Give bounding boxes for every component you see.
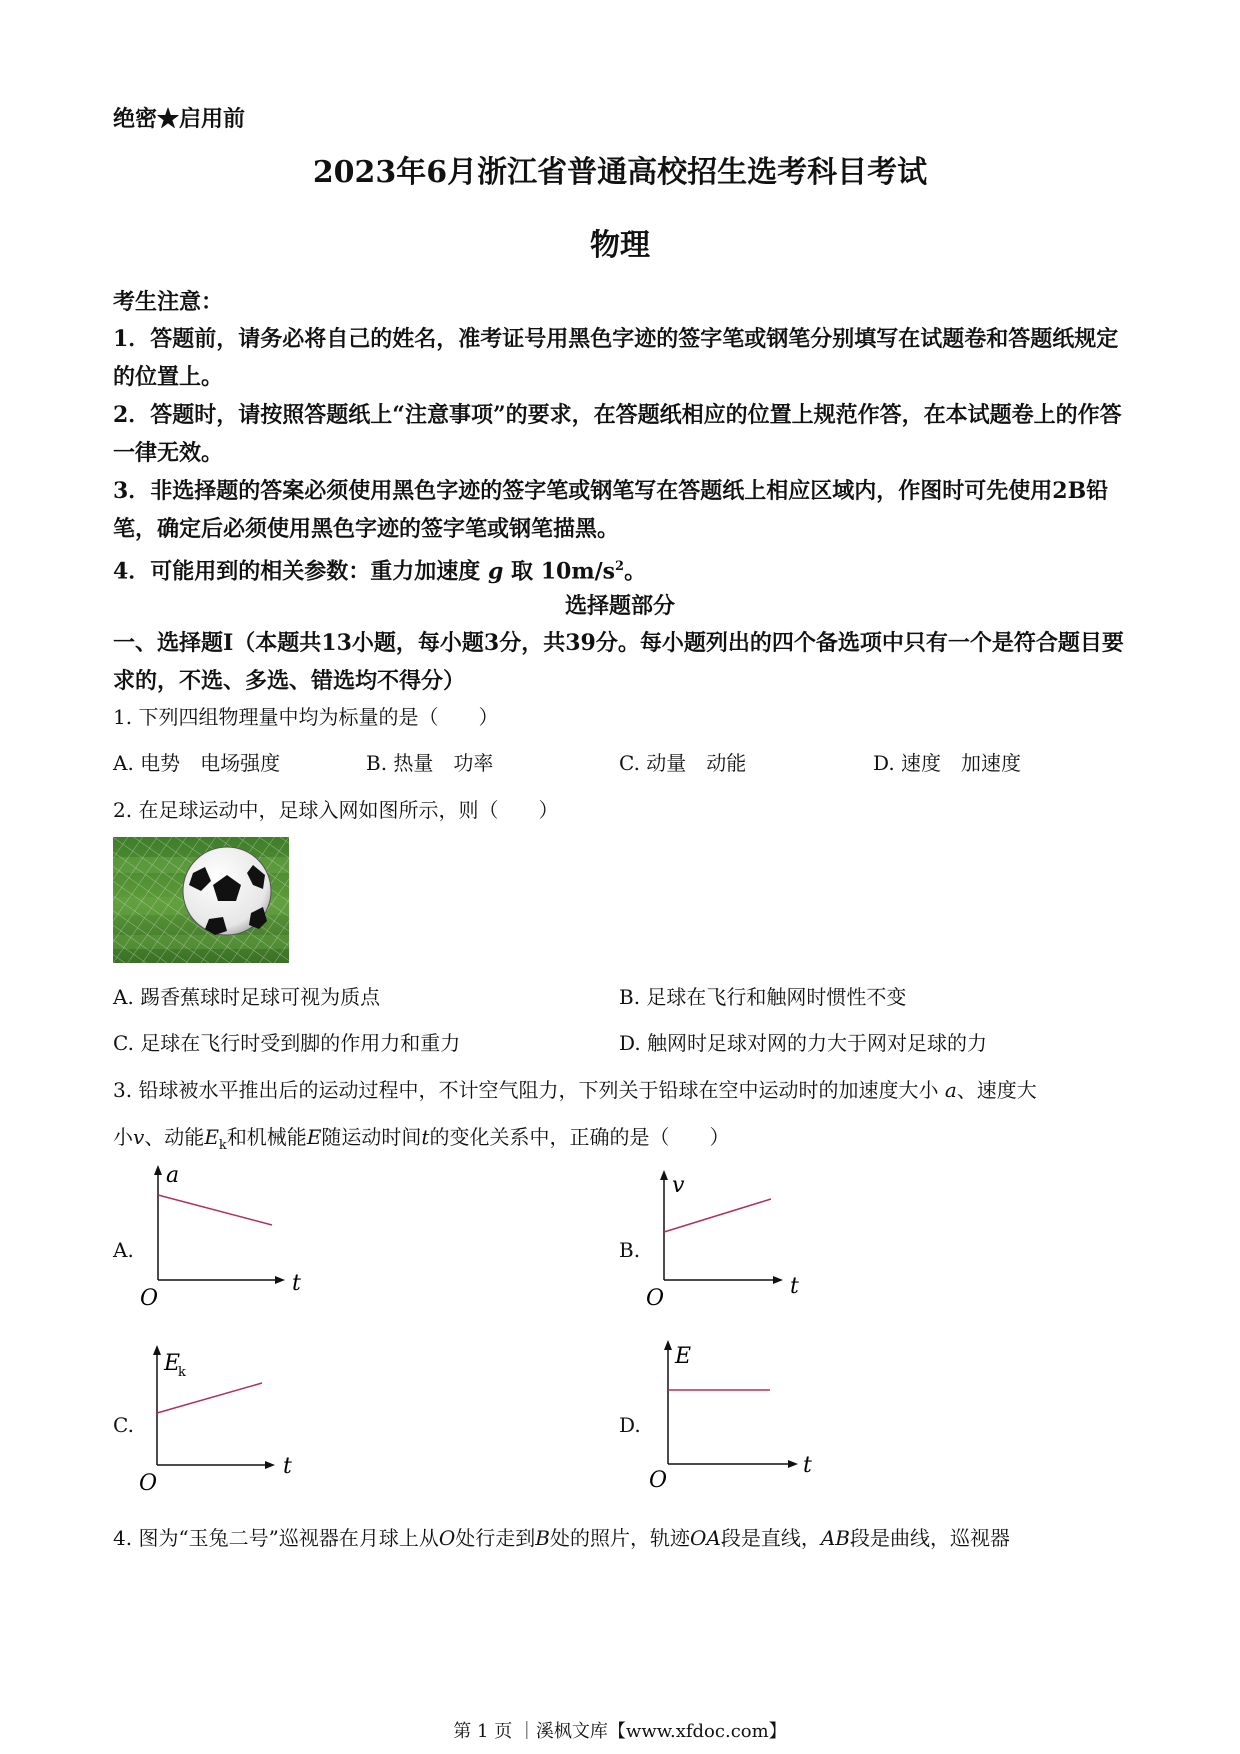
x-axis-arrow bbox=[773, 1276, 783, 1284]
q2-option-a: A. 踢香蕉球时足球可视为质点 bbox=[113, 985, 381, 1009]
q3-line2-v: v bbox=[133, 1125, 145, 1149]
graph-line bbox=[157, 1383, 262, 1413]
origin-label: O bbox=[646, 1286, 665, 1310]
q3-line2-c: 和机械能 bbox=[226, 1125, 307, 1149]
q3-option-d-label: D. bbox=[619, 1413, 641, 1437]
q3-line2-t: t bbox=[421, 1125, 430, 1149]
q3-line1 bbox=[113, 1075, 1037, 1105]
part-title: 选择题部分 bbox=[564, 593, 675, 619]
q3-line2-d: 随运动时间 bbox=[321, 1125, 422, 1149]
q3-line1-end: 、速度大 bbox=[956, 1078, 1037, 1102]
q1-option-b: B. 热量 功率 bbox=[366, 751, 494, 775]
q4-ab: AB bbox=[820, 1526, 850, 1550]
x-axis-arrow bbox=[265, 1461, 275, 1469]
q3-option-a-label: A. bbox=[113, 1238, 134, 1262]
q4-d: 段是直线， bbox=[720, 1526, 821, 1550]
notice-item-4-prefix: 4．可能用到的相关参数：重力加速度 bbox=[113, 558, 481, 585]
y-label-sub: k bbox=[178, 1365, 186, 1380]
q3-line1-text: 3. 铅球被水平推出后的运动过程中，不计空气阻力，下列关于铅球在空中运动时的加速度大小 bbox=[113, 1078, 939, 1102]
origin-label: O bbox=[139, 1471, 158, 1495]
origin-label: O bbox=[649, 1468, 668, 1493]
q2-stem: 2. 在足球运动中，足球入网如图所示，则（ ） bbox=[113, 798, 559, 822]
q3-line2-e-var: E bbox=[306, 1125, 322, 1149]
q1-option-d: D. 速度 加速度 bbox=[873, 751, 1022, 775]
y-label: a bbox=[166, 1163, 180, 1188]
q4-c: 处的照片，轨迹 bbox=[550, 1526, 690, 1550]
q3-graph-a bbox=[130, 1160, 310, 1310]
notice-item-4-end: 。 bbox=[624, 558, 647, 585]
q3-graph-c bbox=[130, 1340, 310, 1495]
notice-item-4 bbox=[113, 548, 646, 590]
q3-line1-a: a bbox=[944, 1078, 957, 1102]
q2-option-c: C. 足球在飞行时受到脚的作用力和重力 bbox=[113, 1031, 461, 1055]
page-footer: 第 1 页 ｜溪枫文库【www.xfdoc.com】 bbox=[453, 1721, 787, 1742]
y-axis-arrow bbox=[664, 1340, 672, 1350]
notice-item-3: 3．非选择题的答案必须使用黑色字迹的签字笔或钢笔写在答题纸上相应区域内，作图时可先使用2B铅笔，确定后必须使用黑色字迹的签字笔或钢笔描黑。 bbox=[113, 478, 1109, 542]
y-axis-arrow bbox=[154, 1165, 162, 1175]
q3-graph-b bbox=[636, 1165, 816, 1310]
graph-line bbox=[664, 1199, 771, 1232]
q3-line2-b: 、动能 bbox=[144, 1125, 205, 1149]
notice-item-4-sup: 2 bbox=[615, 559, 625, 574]
q3-line2-e: 的变化关系中，正确的是（ ） bbox=[429, 1125, 730, 1149]
x-label: t bbox=[803, 1453, 812, 1478]
football-photo bbox=[113, 837, 289, 963]
y-axis-arrow bbox=[153, 1345, 161, 1355]
q4-e: 段是曲线，巡视器 bbox=[849, 1526, 1010, 1550]
q3-line2-ek: E bbox=[204, 1125, 219, 1149]
q2-option-b: B. 足球在飞行和触网时惯性不变 bbox=[619, 985, 907, 1009]
notice-item-2: 2．答题时，请按照答题纸上“注意事项”的要求，在答题纸相应的位置上规范作答，在本试题卷上的作答一律无效。 bbox=[113, 402, 1122, 466]
football-icon bbox=[183, 847, 271, 935]
notice-item-4-mid: 取 10m/s bbox=[511, 558, 616, 585]
subject-title: 物理 bbox=[590, 228, 650, 263]
y-label: E bbox=[164, 1351, 181, 1376]
q4-bb: B bbox=[535, 1526, 550, 1550]
y-label: E bbox=[675, 1344, 692, 1369]
q3-line2-a: 小 bbox=[113, 1125, 133, 1149]
graph-line bbox=[158, 1195, 272, 1225]
notice-heading: 考生注意： bbox=[113, 289, 224, 315]
notice-item-4-g: g bbox=[487, 558, 504, 585]
x-axis-arrow bbox=[788, 1460, 798, 1468]
q4-a: 4. 图为“玉兔二号”巡视器在月球上从 bbox=[113, 1526, 439, 1550]
section-title: 一、选择题Ⅰ（本题共13小题，每小题3分，共39分。每小题列出的四个备选项中只有一个是符合题目要求的，不选、多选、错选均不得分） bbox=[113, 630, 1124, 694]
q3-graph-d bbox=[641, 1335, 821, 1495]
x-label: t bbox=[292, 1271, 301, 1296]
x-label: t bbox=[283, 1454, 292, 1479]
q2-option-d: D. 触网时足球对网的力大于网对足球的力 bbox=[619, 1031, 988, 1055]
q3-line2-ek-sub: k bbox=[218, 1138, 227, 1153]
q3-line2 bbox=[113, 1122, 729, 1161]
q4-o: O bbox=[438, 1526, 456, 1550]
y-axis-arrow bbox=[660, 1170, 668, 1180]
origin-label: O bbox=[140, 1286, 159, 1310]
notice-item-1: 1．答题前，请务必将自己的姓名，准考证号用黑色字迹的签字笔或钢笔分别填写在试题卷和答题纸规定的位置上。 bbox=[113, 326, 1119, 390]
q4-b: 处行走到 bbox=[455, 1526, 536, 1550]
exam-title: 2023年6月浙江省普通高校招生选考科目考试 bbox=[312, 155, 928, 190]
q4-stem bbox=[113, 1523, 1010, 1553]
q1-stem: 1. 下列四组物理量中均为标量的是（ ） bbox=[113, 705, 499, 729]
q3-option-c-label: C. bbox=[113, 1413, 134, 1437]
secret-mark: 绝密★启用前 bbox=[113, 106, 246, 132]
q3-option-b-label: B. bbox=[619, 1238, 641, 1262]
q1-option-a: A. 电势 电场强度 bbox=[113, 751, 281, 775]
q1-option-c: C. 动量 动能 bbox=[619, 751, 747, 775]
x-label: t bbox=[790, 1274, 799, 1299]
q4-oa: OA bbox=[690, 1526, 721, 1550]
y-label: v bbox=[672, 1173, 685, 1198]
x-axis-arrow bbox=[275, 1276, 285, 1284]
